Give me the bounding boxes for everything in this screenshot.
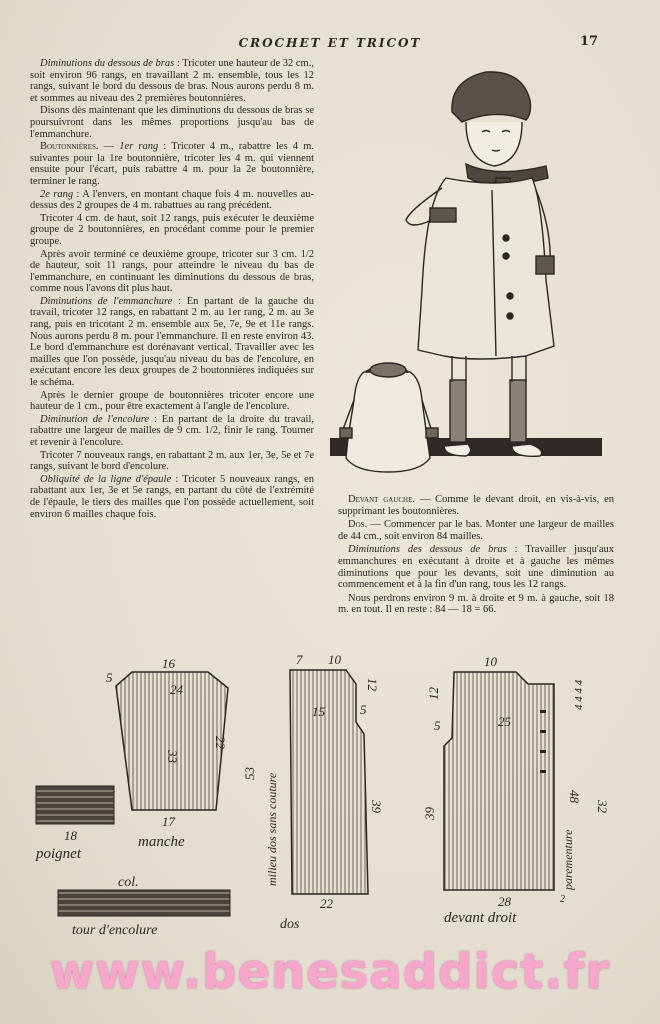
front-height-measure: 39 xyxy=(422,807,437,820)
paragraph-emmanchure: Diminutions de l'emmanchure : En partant de la gauche du travail, tricoter 12 rangs, en rabattant 2 m. au 1er rang, 2 m. au 3e rang, puis en tricotant 2 m. ensemble aux 5e, 7e, 9e et 11e rangs. Nous aurons perdu 8 m. pour l'emmanchure. Il en reste environ 43. Le bord d'emmanchure est dorénavant vertical. Travailler avec les mailles que l'on possède, jusqu'au niveau du bas de l'encolure, en exécutant encore les deux groupes de 2 boutonnières indiquées sur le schéma. xyxy=(30,295,314,389)
child-coat-illustration xyxy=(326,60,626,490)
poignet-label: poignet xyxy=(36,846,81,862)
back-milieu-label: milieu dos sans couture xyxy=(265,772,279,886)
sleeve-inner-measure: 24 xyxy=(170,682,183,697)
paragraph-diminutions-dessous-bras: Diminutions du dessous de bras : Tricoter une hauteur de 32 cm., soit environ 96 rangs, en travaillant 2 m. ensemble, tous les 12 rangs, suivant le bord du dessous de bras. Nous aurons perdu 8 m. et sommes au niveau des 2 premières boutonnières. xyxy=(30,58,314,104)
manche-label: manche xyxy=(138,834,185,850)
front-left-12-measure: 12 xyxy=(426,687,441,700)
paragraph-epaule: Obliquité de la ligne d'épaule : Tricoter 5 nouveaux rangs, en rabattant aux 1er, 3e et 5e rangs, en partant du côté de l'extrémité de l'épaule, le tiers des mailles que l'on possède actuellement, soit environ 6 mailles chaque fois. xyxy=(30,473,314,520)
paragraph-encolure: Diminution de l'encolure : En partant de la droite du travail, rabattre une largeur de mailles de 9 cm. 1/2, finir le rang. Tourner et revenir à l'encolure. xyxy=(30,413,314,448)
back-piece xyxy=(290,670,368,894)
small-coat-drawing xyxy=(340,363,438,472)
devant-droit-label: devant droit xyxy=(444,910,517,926)
watermark-url: www.benesaddict.fr xyxy=(49,944,611,1000)
paragraph-apres-deuxieme: Après avoir terminé ce deuxième groupe, tricoter sur 3 cm. 1/2 de hauteur, soit 11 rangs, pour atteindre le niveau du bas de l'emmanchure, en continuant les diminutions du dessous de bras, comme nous l'avons dit plus haut. xyxy=(30,248,314,295)
back-side-12-measure: 12 xyxy=(365,678,380,691)
back-top-left-measure: 7 xyxy=(296,652,303,667)
front-left-5-measure: 5 xyxy=(434,718,441,733)
back-bottom-measure: 22 xyxy=(320,896,333,911)
front-width-measure: 25 xyxy=(498,714,511,729)
dos-label: dos xyxy=(280,917,300,932)
page-number: 17 xyxy=(580,34,599,49)
front-piece xyxy=(444,672,554,890)
sleeve-bottom-measure: 17 xyxy=(162,814,175,829)
paragraph-disons: Disons dès maintenant que les diminutions du dessous de bras se poursuivront dans les mêmes proportions jusqu'au bas de l'emmanchure. xyxy=(30,105,314,140)
parementure-label: parementure xyxy=(561,829,575,890)
back-total-height-measure: 53 xyxy=(242,767,257,780)
front-total2-measure: 32 xyxy=(595,800,610,813)
front-spacing-measure: 4 4 4 4 xyxy=(573,679,585,710)
front-top-measure: 10 xyxy=(484,654,497,669)
sleeve-left-measure: 5 xyxy=(106,670,113,685)
paragraph-tricoter-4cm: Tricoter 4 cm. de haut, soit 12 rangs, puis exécuter le deuxième groupe de 2 boutonnières, en procédant comme pour le premier groupe. xyxy=(30,212,314,247)
child-figure xyxy=(406,72,554,456)
cuff-piece xyxy=(36,786,114,824)
paragraph-dernier-groupe: Après le dernier groupe de boutonnières tricoter encore une hauteur de 1 cm., pour être exactement à l'angle de l'encolure. xyxy=(30,389,314,413)
front-total-measure: 48 xyxy=(567,790,582,803)
paragraph-dos: Dos. — Commencer par le bas. Monter une largeur de mailles de 44 cm., soit environ 84 mailles. xyxy=(338,519,614,542)
knitting-schema xyxy=(20,650,640,940)
sleeve-side-measure: 22 xyxy=(213,736,228,749)
back-side-small-measure: 5 xyxy=(360,702,367,717)
back-height-measure: 39 xyxy=(369,800,384,813)
sleeve-top-measure: 16 xyxy=(162,656,175,671)
right-text-column xyxy=(338,494,614,618)
running-title: CROCHET ET TRICOT xyxy=(238,36,422,50)
paragraph-nous-perdrons: Nous perdrons environ 9 m. à droite et 9 m. à gauche, soit 18 m. en tout. Il en reste : 84 — 18 = 66. xyxy=(338,592,614,616)
left-text-column xyxy=(30,58,314,521)
paragraph-2e-rang: 2e rang : A l'envers, en montant chaque fois 4 m. nouvelles au-dessus des 2 groupes de 4 m. rabattues au rang précédent. xyxy=(30,188,314,212)
cuff-width-measure: 18 xyxy=(64,828,77,843)
front-bottom-measure: 28 xyxy=(498,894,511,909)
collar-piece xyxy=(58,890,230,916)
paragraph-devant-gauche: Devant gauche. — Comme le devant droit, en vis-à-vis, en supprimant les boutonnières. xyxy=(338,494,614,517)
paragraph-diminutions-dos: Diminutions des dessous de bras : Travailler jusqu'aux emmanchures en exécutant à droite et à gauche les mêmes diminutions que pour les devants, soit une diminution au commencement et à la fin d'un rang, tous les 12 rangs. xyxy=(338,544,614,591)
paragraph-7-rangs: Tricoter 7 nouveaux rangs, en rabattant 2 m. aux 1er, 3e, 5e et 7e rangs, suivant le bord d'encolure. xyxy=(30,449,314,473)
back-top-right-measure: 10 xyxy=(328,652,341,667)
paragraph-boutonnieres: Boutonnières. — 1er rang : Tricoter 4 m., rabattre les 4 m. suivantes pour la 1re boutonnière, tricoter les 4 m. qui viennent ensuite pour l'écart, puis rabattre 4 m. pour la 2e boutonnière, terminer le rang. xyxy=(30,141,314,187)
sleeve-height-measure: 33 xyxy=(165,750,180,763)
back-mid-width-measure: 15 xyxy=(312,704,325,719)
col-label: col. xyxy=(118,875,139,890)
tour-encolure-label: tour d'encolure xyxy=(72,923,158,938)
front-small-measure: 2 xyxy=(560,894,565,905)
